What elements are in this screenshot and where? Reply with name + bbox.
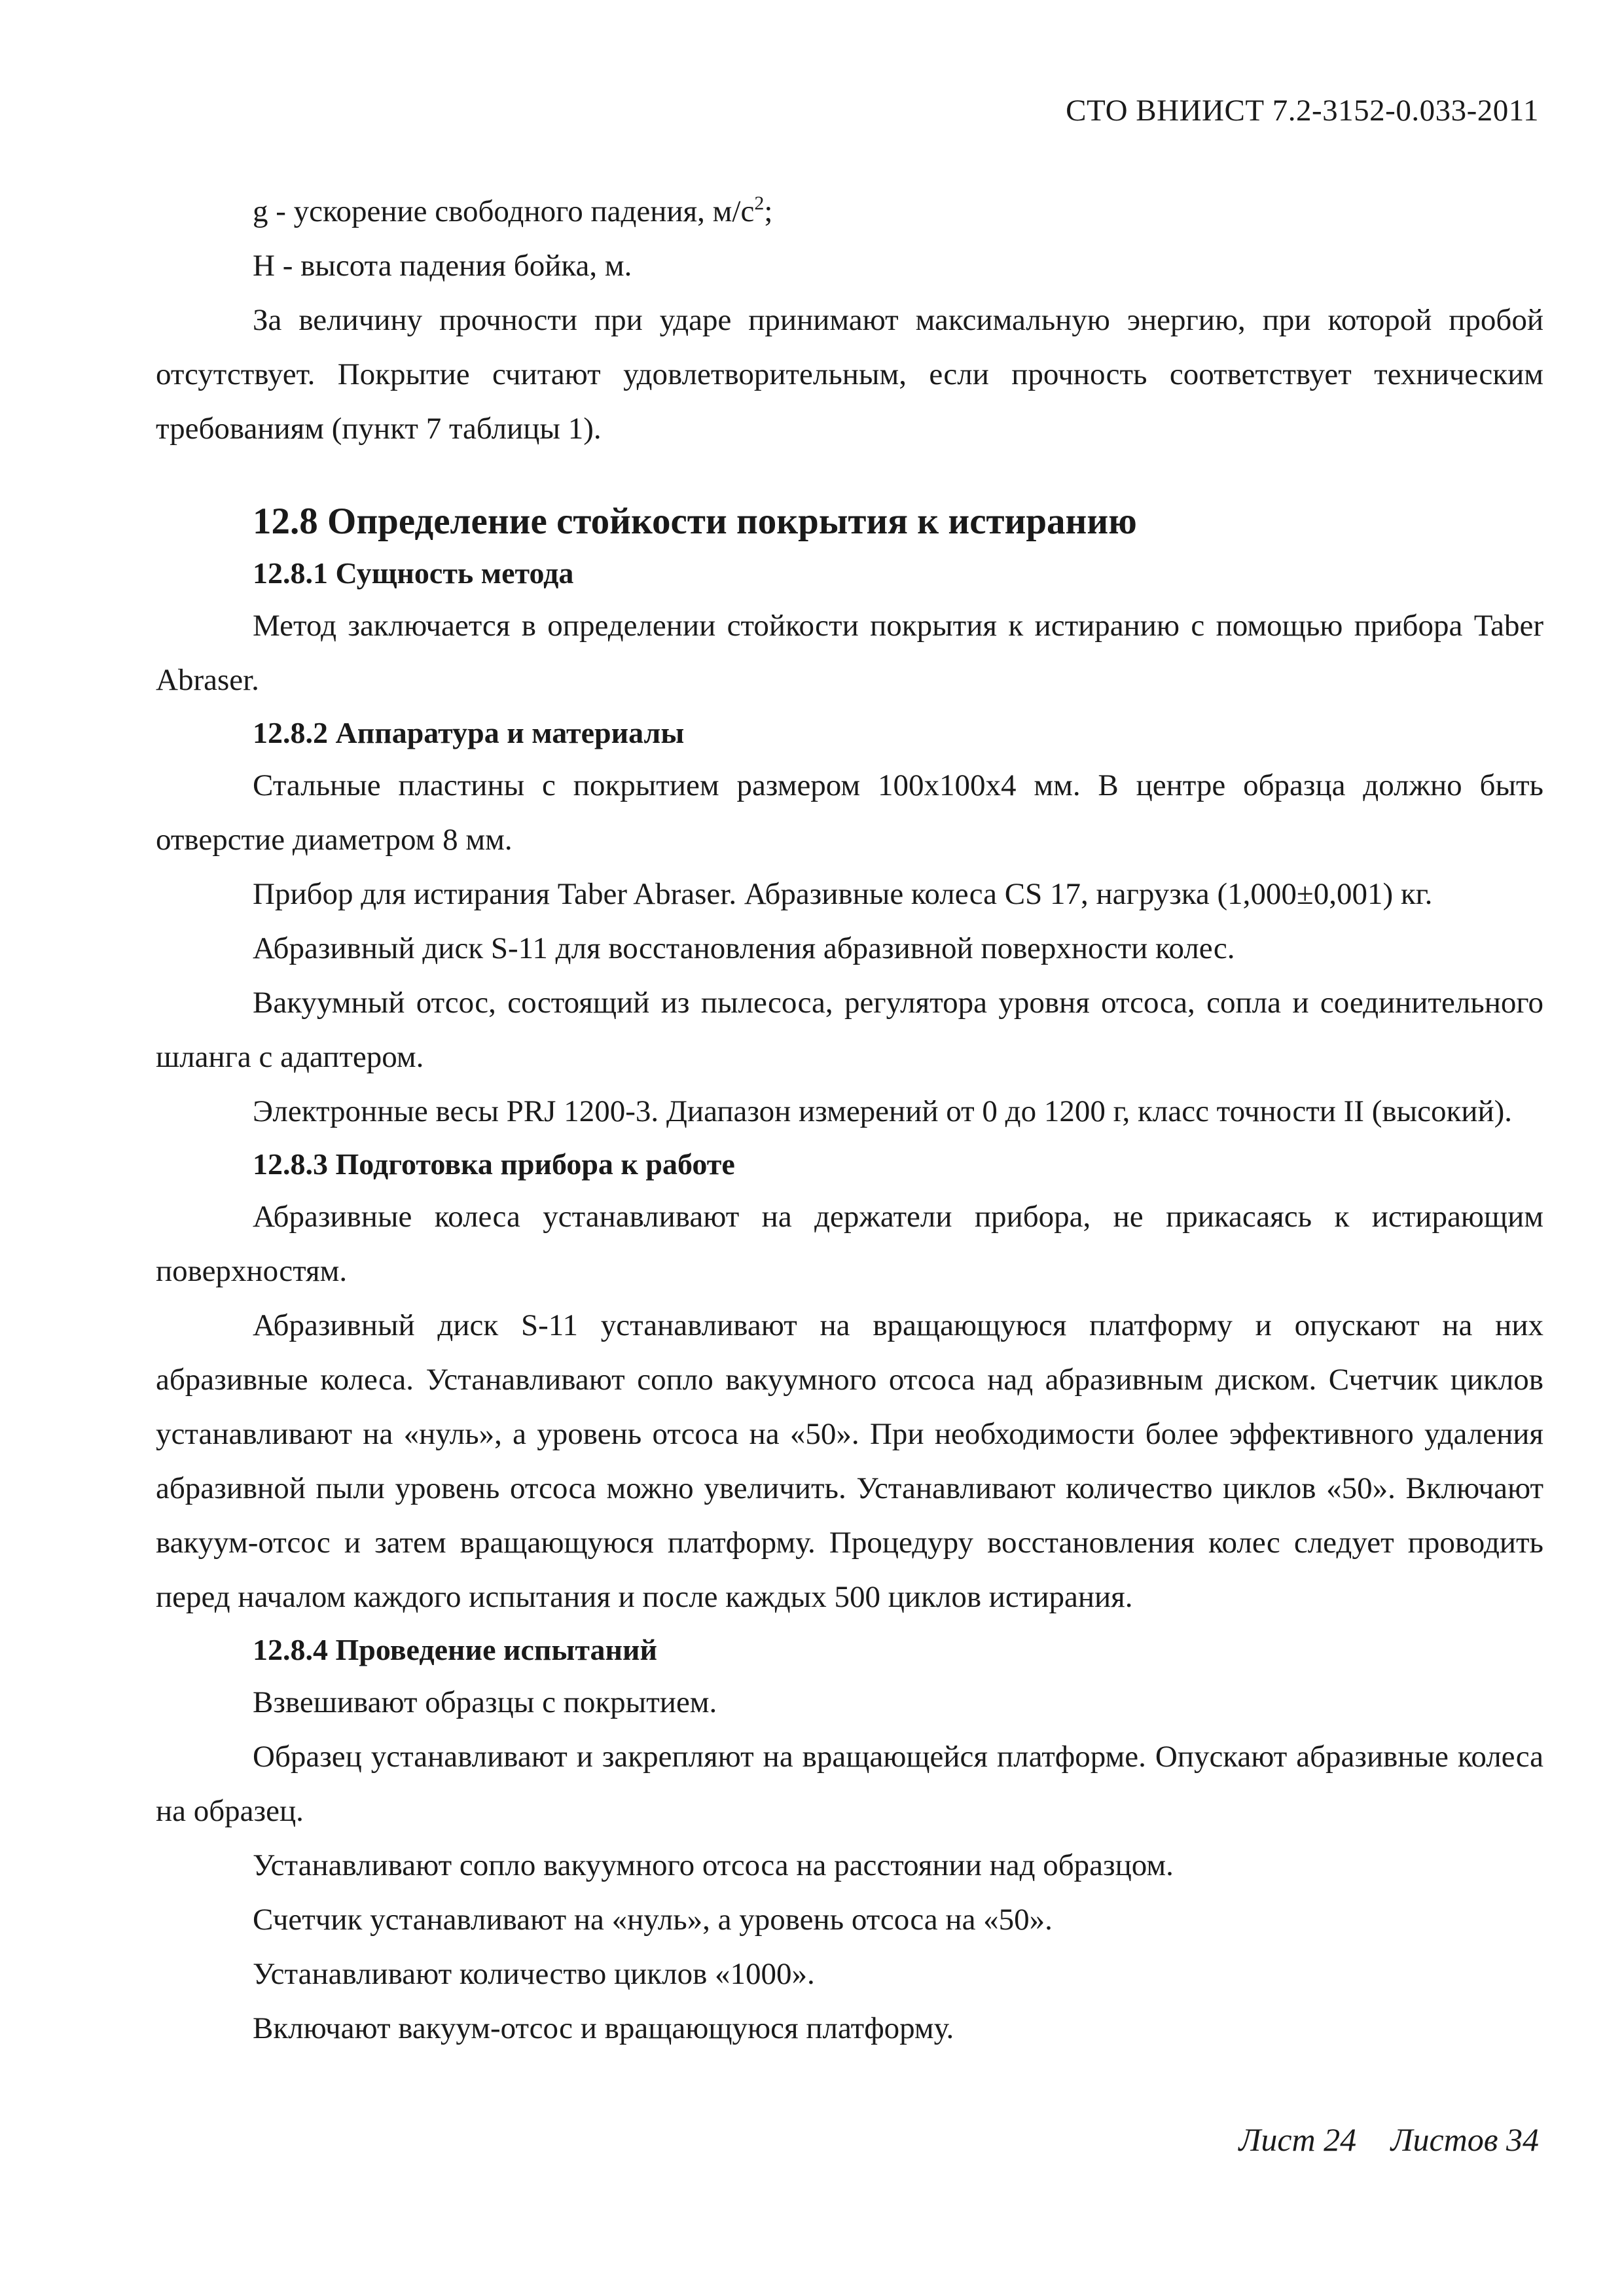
definition-g-text: g - ускорение свободного падения, м/с bbox=[253, 194, 755, 228]
paragraph: Абразивный диск S-11 устанавливают на вращающуюся платформу и опускают на них абразивные колеса. Устанавливают сопло вакуумного отсоса над абразивным диском. Счетчик циклов устанавливают на «нуль», а уровень отсоса на «50». При необходимости более эффективного удаления абразивной пыли уровень отсоса можно увеличить. Устанавливают количество циклов «50». Включают вакуум-отсос и затем вращающуюся платформу. Процедуру восстановления колес следует проводить перед началом каждого испытания и после каждых 500 циклов истирания. bbox=[156, 1308, 1543, 1614]
paragraph: Вакуумный отсос, состоящий из пылесоса, регулятора уровня отсоса, сопла и соединительного шланга с адаптером. bbox=[156, 986, 1543, 1074]
definition-g-superscript: 2 bbox=[754, 192, 765, 214]
paragraph: Взвешивают образцы с покрытием. bbox=[253, 1685, 717, 1719]
definition-g bbox=[156, 185, 1543, 239]
paragraph: Устанавливают сопло вакуумного отсоса на расстоянии над образцом. bbox=[253, 1848, 1174, 1882]
paragraph: Включают вакуум-отсос и вращающуюся платформу. bbox=[253, 2011, 954, 2045]
paragraph: Устанавливают количество циклов «1000». bbox=[253, 1957, 815, 1991]
paragraph: Электронные весы PRJ 1200-3. Диапазон измерений от 0 до 1200 г, класс точности II (высокий). bbox=[253, 1094, 1513, 1128]
paragraph: Прибор для истирания Taber Abraser. Абразивные колеса CS 17, нагрузка (1,000±0,001) кг. bbox=[253, 877, 1433, 911]
sheet-number: Лист 24 bbox=[1238, 2121, 1357, 2158]
subsection-title-4: 12.8.4 Проведение испытаний bbox=[253, 1633, 657, 1666]
subsection-title-3: 12.8.3 Подготовка прибора к работе bbox=[253, 1147, 735, 1181]
paragraph: Метод заключается в определении стойкости покрытия к истиранию с помощью прибора Taber Abraser. bbox=[156, 609, 1543, 697]
definition-h: H - высота падения бойка, м. bbox=[253, 249, 632, 283]
section-title: 12.8 Определение стойкости покрытия к истиранию bbox=[253, 501, 1137, 542]
paragraph: Образец устанавливают и закрепляют на вращающейся платформе. Опускают абразивные колеса на образец. bbox=[156, 1740, 1543, 1828]
intro-paragraph: За величину прочности при ударе принимают максимальную энергию, при которой пробой отсутствует. Покрытие считают удовлетворительным, если прочность соответствует техническим требованиям (пункт 7 таблицы 1). bbox=[156, 303, 1543, 446]
subsection-title-1: 12.8.1 Сущность метода bbox=[253, 556, 574, 590]
subsection-title-2: 12.8.2 Аппаратура и материалы bbox=[253, 716, 685, 749]
paragraph: Стальные пластины с покрытием размером 100х100х4 мм. В центре образца должно быть отверстие диаметром 8 мм. bbox=[156, 768, 1543, 857]
document-body bbox=[156, 185, 1543, 2056]
paragraph: Абразивный диск S-11 для восстановления абразивной поверхности колес. bbox=[253, 931, 1235, 965]
sheets-total: Листов 34 bbox=[1390, 2121, 1539, 2158]
definition-g-end: ; bbox=[764, 194, 773, 228]
page-footer bbox=[1212, 2121, 1539, 2159]
paragraph: Счетчик устанавливают на «нуль», а уровень отсоса на «50». bbox=[253, 1903, 1053, 1937]
document-code: СТО ВНИИСТ 7.2-3152-0.033-2011 bbox=[1066, 94, 1539, 128]
paragraph: Абразивные колеса устанавливают на держатели прибора, не прикасаясь к истирающим поверхностям. bbox=[156, 1200, 1543, 1288]
